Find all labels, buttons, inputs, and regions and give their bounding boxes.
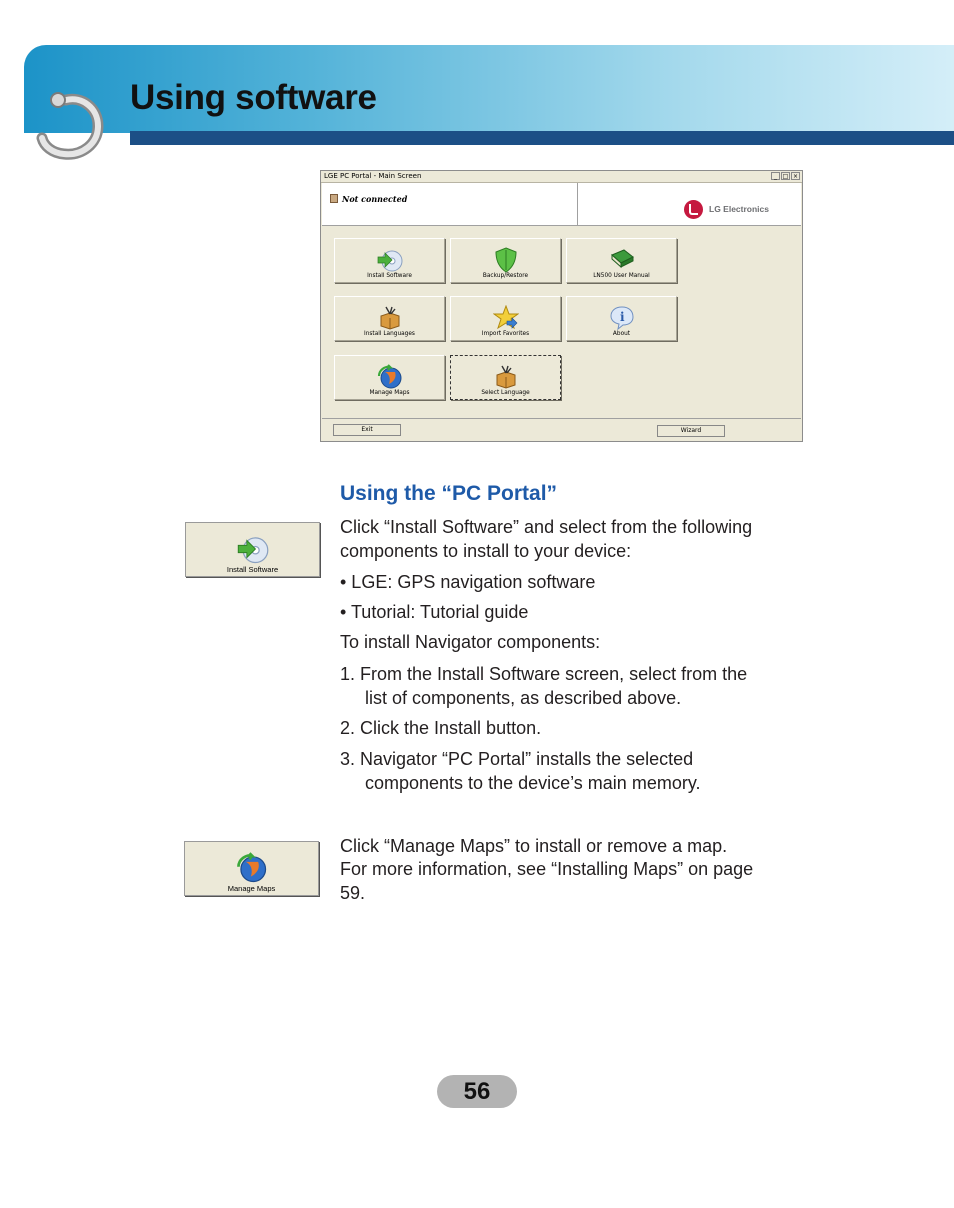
step-2: 2. Click the Install button. (340, 718, 542, 738)
lg-logo-icon (684, 200, 703, 219)
minimize-button[interactable]: _ (771, 172, 780, 180)
globe-icon (377, 364, 403, 390)
select-language-tile[interactable] (450, 355, 561, 400)
book-icon (609, 247, 635, 273)
star-icon (493, 305, 519, 331)
exit-button[interactable]: Exit (333, 424, 401, 436)
backup-restore-tile[interactable] (450, 238, 561, 283)
device-icon (330, 194, 338, 203)
manage-maps-button-image (184, 841, 319, 896)
tile-label: Backup/Restore (482, 273, 529, 279)
tile-label: LN500 User Manual (593, 273, 650, 279)
globe-icon (236, 852, 268, 884)
hook-logo-icon (36, 86, 112, 164)
tile-label: Install Languages (364, 331, 415, 337)
pc-portal-window (320, 170, 803, 442)
tile-label: Select Language (481, 390, 530, 396)
tile-label: Install Software (367, 273, 412, 279)
svg-text:i: i (620, 310, 625, 324)
install-intro-line-1: Click “Install Software” and select from the following (340, 517, 753, 537)
connection-status: Not connected (342, 194, 408, 204)
page-number: 56 (437, 1075, 517, 1108)
install-software-tile[interactable] (334, 238, 445, 283)
step-3-line-2: components to the device’s main memory. (365, 773, 701, 793)
info-icon (609, 305, 635, 331)
bullet-lge: • LGE: GPS navigation software (340, 572, 596, 592)
tile-label: About (612, 331, 631, 337)
window-title: LGE PC Portal - Main Screen (324, 172, 422, 180)
install-disc-icon (377, 247, 403, 273)
box-icon (377, 305, 403, 331)
button-label: Manage Maps (227, 884, 276, 893)
window-status-area (322, 183, 801, 226)
maximize-button[interactable]: □ (782, 173, 789, 180)
page-title: Using software (130, 78, 377, 117)
close-button[interactable]: × (792, 173, 799, 180)
step-1-line-2: list of components, as described above. (365, 688, 682, 708)
install-steps-intro: To install Navigator components: (340, 632, 601, 652)
import-favorites-tile[interactable] (450, 296, 561, 341)
status-divider (577, 183, 578, 225)
step-1-line-1: 1. From the Install Software screen, select from the (340, 664, 748, 684)
manage-maps-tile[interactable] (334, 355, 445, 400)
window-titlebar (321, 171, 802, 183)
button-label: Install Software (226, 565, 279, 574)
bullet-tutorial: • Tutorial: Tutorial guide (340, 602, 529, 622)
install-software-button-image (185, 522, 320, 577)
tile-label: Import Favorites (481, 331, 530, 337)
step-3-line-1: 3. Navigator “PC Portal” installs the selected (340, 749, 694, 769)
install-languages-tile[interactable] (334, 296, 445, 341)
install-intro-line-2: components to install to your device: (340, 541, 632, 561)
maps-line-3: 59. (340, 883, 366, 903)
footer-divider (322, 418, 801, 419)
section-heading: Using the “PC Portal” (340, 482, 558, 505)
tile-label: Manage Maps (369, 390, 410, 396)
box-icon (493, 364, 519, 390)
maps-line-1: Click “Manage Maps” to install or remove a map. (340, 836, 728, 856)
about-tile[interactable] (566, 296, 677, 341)
maps-line-2: For more information, see “Installing Maps” on page (340, 859, 754, 879)
header-underline-bar (130, 131, 954, 145)
shield-icon (493, 247, 519, 273)
user-manual-tile[interactable] (566, 238, 677, 283)
wizard-button[interactable]: Wizard (657, 425, 725, 437)
brand-name: LG Electronics (709, 204, 769, 214)
install-disc-icon (237, 533, 269, 565)
